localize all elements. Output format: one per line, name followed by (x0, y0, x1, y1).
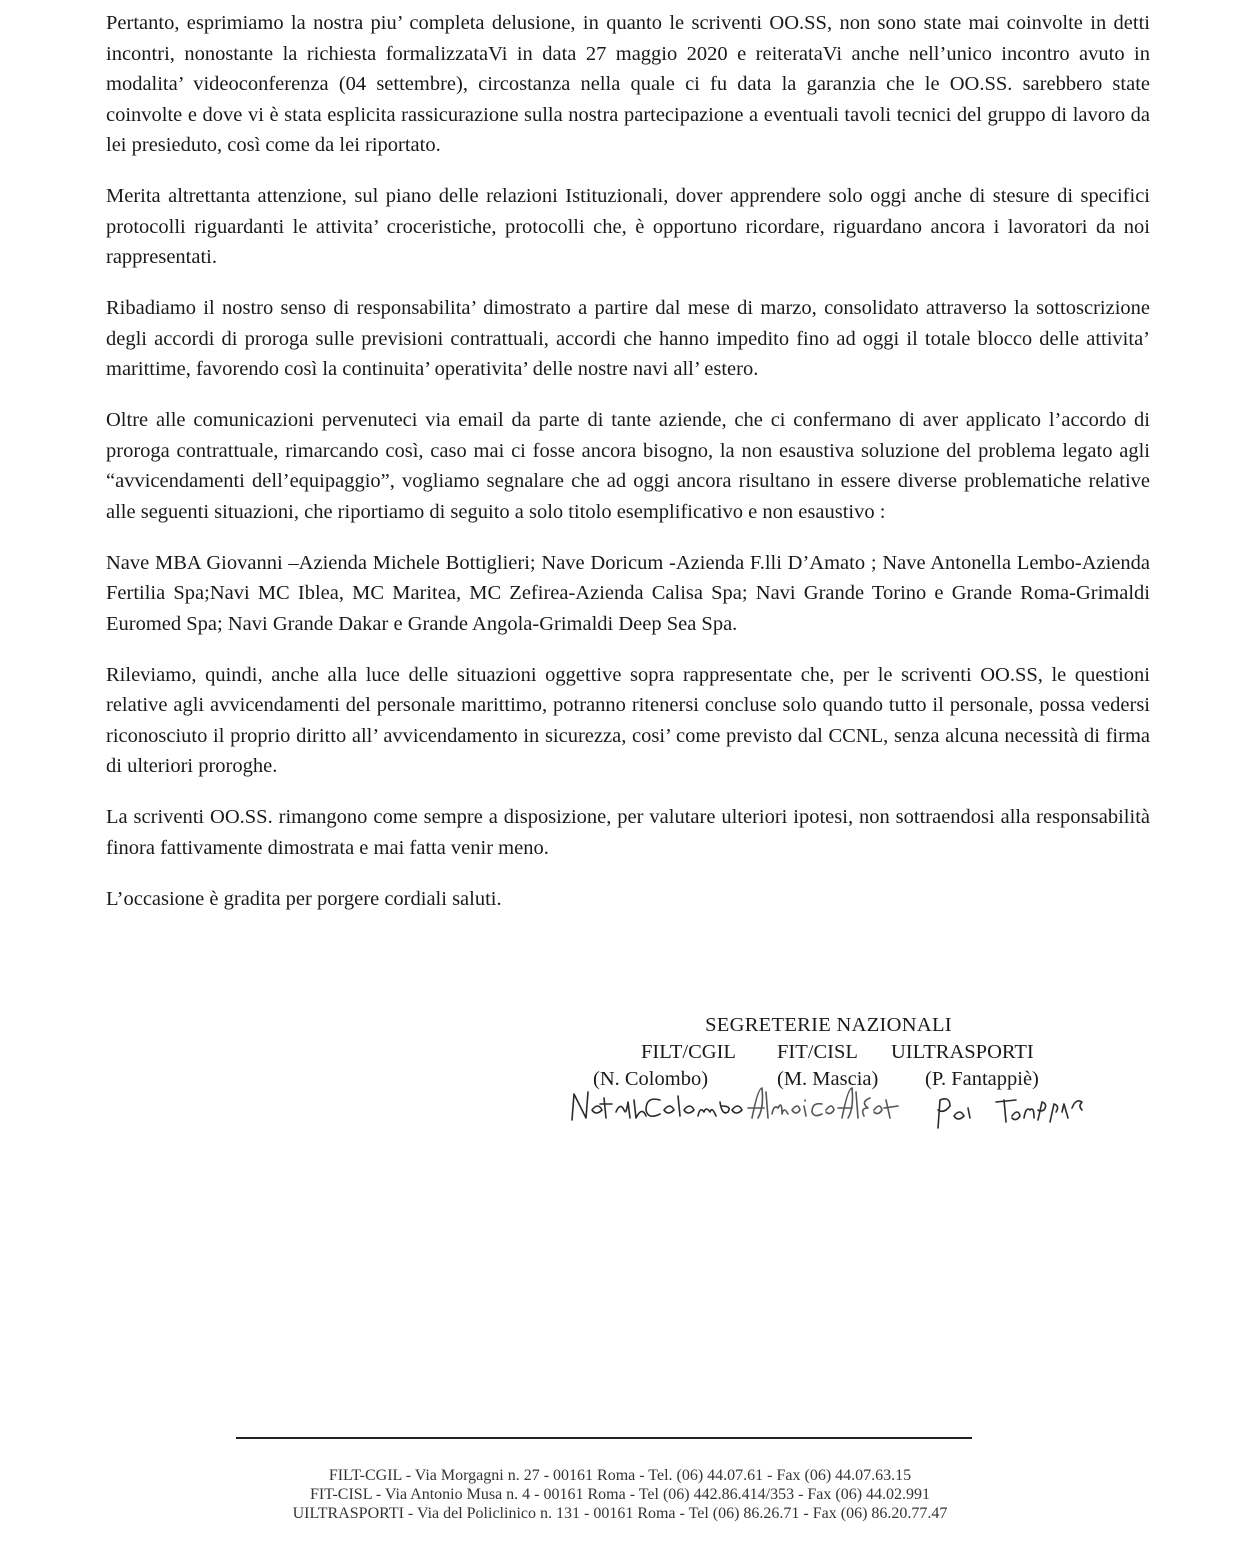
paragraph-comunicazioni: Oltre alle comunicazioni pervenuteci via email da parte di tante aziende, che ci confermano di aver applicato l’accordo di proroga contrattuale, rimarcando così, caso mai ci fosse ancora bisogno, la non esaustiva soluzione del problema legato agli “avvicendamenti dell’equipaggio”, vogliamo segnalare che ad oggi ancora risultano in essere diverse problematiche relative alle seguenti situazioni, che riportiamo di seguito a solo titolo esemplificativo e non esaustivo : (106, 409, 1150, 523)
org-filt-cgil: FILT/CGIL (641, 1041, 736, 1063)
signature-mascia (748, 1088, 898, 1118)
paragraph-saluti: L’occasione è gradita per porgere cordiali saluti. (106, 887, 502, 910)
paragraph-disposizione: La scriventi OO.SS. rimangono come sempre a disposizione, per valutare ulteriori ipotesi, non sottraendosi alla responsabilità finora fattivamente dimostrata e mai fatta venir meno. (106, 806, 1150, 859)
signature-colombo (572, 1092, 742, 1120)
org-fit-cisl: FIT/CISL (777, 1041, 858, 1063)
paragraph-elenco-navi: Nave MBA Giovanni –Azienda Michele Bottiglieri; Nave Doricum -Azienda F.lli D’Amato ; Nave Antonella Lembo-Azienda Fertilia Spa;Navi MC Iblea, MC Maritea, MC Zefirea-Azienda Calisa Spa; Navi Grande Torino e Grande Roma-Grimaldi Euromed Spa; Navi Grande Dakar e Grande Angola-Grimaldi Deep Sea Spa. (106, 551, 1150, 635)
signature-fantappie (938, 1099, 1082, 1128)
letter-body (106, 8, 1150, 935)
org-uiltrasporti: UILTRASPORTI (891, 1041, 1034, 1063)
name-mascia: (M. Mascia) (777, 1068, 879, 1090)
footer-line-filt-cgil: FILT-CGIL - Via Morgagni n. 27 - 00161 Roma - Tel. (06) 44.07.61 - Fax (06) 44.07.63.15 (328, 1467, 912, 1484)
signature-title: SEGRETERIE NAZIONALI (705, 1014, 952, 1036)
footer-line-fit-cisl: FIT-CISL - Via Antonio Musa n. 4 - 00161 Roma - Tel (06) 442.86.414/353 - Fax (06) 44.02.991 (309, 1486, 931, 1503)
footer-line-uiltrasporti: UILTRASPORTI - Via del Policlinico n. 131 - 00161 Roma - Tel (06) 86.26.71 - Fax (06) 86.20.77.47 (292, 1505, 948, 1522)
footer-divider (236, 1437, 972, 1439)
signature-orgs (540, 1039, 1100, 1066)
name-fantappie: (P. Fantappiè) (925, 1068, 1039, 1090)
name-colombo: (N. Colombo) (593, 1068, 709, 1090)
paragraph-relazioni-istituzionali: Merita altrettanta attenzione, sul piano delle relazioni Istituzionali, dover apprendere solo oggi anche di stesure di specifici protocolli riguardanti le attivita’ croceristiche, protocolli che, è opportuno ricordare, riguardano ancora i lavoratori da noi rappresentati. (106, 185, 1150, 268)
paragraph-rileviamo: Rileviamo, quindi, anche alla luce delle situazioni oggettive sopra rappresentate che, per le scriventi OO.SS, le questioni relative agli avvicendamenti del personale marittimo, potranno ritenersi concluse solo quando tutto il personale, possa vedersi riconosciuto il proprio diritto all’ avvicendamento in sicurezza, cosi’ come previsto dal CCNL, senza alcuna necessità di firma di ulteriori proroghe. (106, 663, 1150, 777)
paragraph-delusione: Pertanto, esprimiamo la nostra piu’ completa delusione, in quanto le scriventi OO.SS, non sono state mai coinvolte in detti incontri, nonostante la richiesta formalizzataVi in data 27 maggio 2020 e reiterataVi anche nell’unico incontro avuto in modalita’ videoconferenza (04 settembre), circostanza nella quale ci fu data la garanzia che le OO.SS. sarebbero state coinvolte e dove vi è stata esplicita rassicurazione sulla nostra partecipazione a eventuali tavoli tecnici del gruppo di lavoro da lei presieduto, così come da lei riportato. (106, 12, 1150, 156)
paragraph-responsabilita: Ribadiamo il nostro senso di responsabilita’ dimostrato a partire dal mese di marzo, consolidato attraverso la sottoscrizione degli accordi di proroga sulle previsioni contrattuali, accordi che hanno impedito fino ad oggi il totale blocco delle attivita’ marittime, favorendo così la continuita’ operativita’ delle nostre navi all’ estero. (106, 297, 1150, 380)
footer-contacts (160, 1466, 1080, 1523)
handwritten-signatures (560, 1078, 1100, 1138)
